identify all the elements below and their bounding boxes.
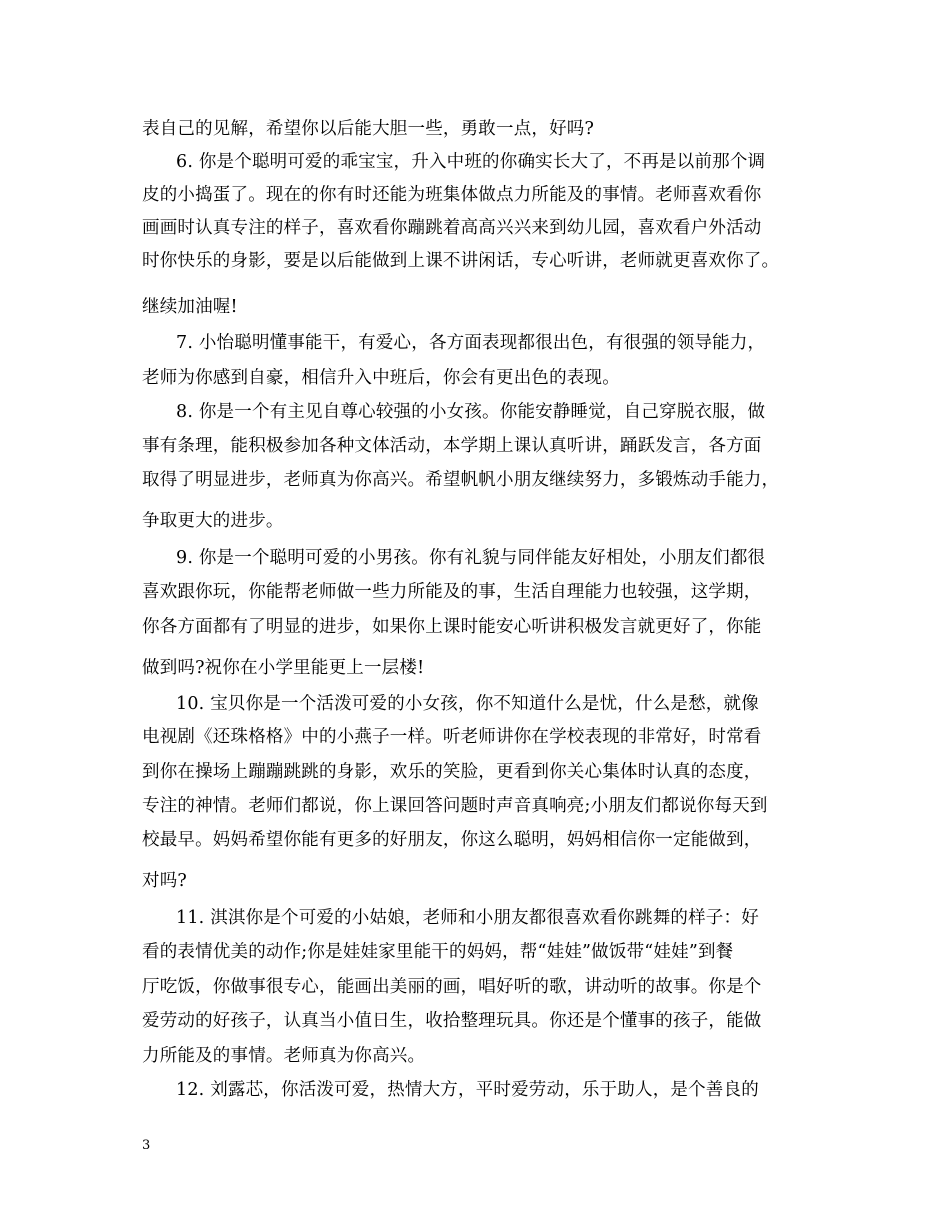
paragraph-12-line: 12. 刘露芯，你活泼可爱，热情大方，平时爱劳动，乐于助人，是个善良的 [176,1080,759,1100]
text-line: 皮的小捣蛋了。现在的你有时还能为班集体做点力所能及的事情。老师喜欢看你 [142,185,762,205]
text-line: 事有条理，能积极参加各种文体活动，本学期上课认真听讲，踊跃发言，各方面 [142,436,762,456]
text-line: 争取更大的进步。 [142,511,284,531]
paragraph-8-line: 8. 你是一个有主见自尊心较强的小女孩。你能安静睡觉，自己穿脱衣服，做 [176,402,766,422]
text-line: 画画时认真专注的样子，喜欢看你蹦跳着高高兴兴来到幼儿园，喜欢看户外活动 [142,218,762,238]
text-line: 电视剧《还珠格格》中的小燕子一样。听老师讲你在学校表现的非常好，时常看 [142,727,762,747]
text-line: 你各方面都有了明显的进步，如果你上课时能安心听讲积极发言就更好了，你能 [142,617,762,637]
paragraph-7-line: 7. 小怡聪明懂事能干，有爱心，各方面表现都很出色，有很强的领导能力， [176,333,766,353]
text-line: 老师为你感到自豪，相信升入中班后，你会有更出色的表现。 [142,368,620,388]
paragraph-10-line: 10. 宝贝你是一个活泼可爱的小女孩，你不知道什么是忧，什么是愁，就像 [176,694,759,714]
text-line: 对吗? [142,871,187,891]
text-line: 时你快乐的身影，要是以后能做到上课不讲闲话，专心听讲，老师就更喜欢你了。 [142,251,780,271]
text-line: 校最早。妈妈希望你能有更多的好朋友，你这么聪明，妈妈相信你一定能做到， [142,830,762,850]
text-line: 力所能及的事情。老师真为你高兴。 [142,1046,426,1066]
text-line: 看的表情优美的动作;你是娃娃家里能干的妈妈，帮“娃娃”做饭带“娃娃”到餐 [142,942,734,962]
text-line: 到你在操场上蹦蹦跳跳的身影，欢乐的笑脸，更看到你关心集体时认真的态度， [142,762,762,782]
paragraph-6-line: 6. 你是个聪明可爱的乖宝宝，升入中班的你确实长大了，不再是以前那个调 [176,152,766,172]
paragraph-9-line: 9. 你是一个聪明可爱的小男孩。你有礼貌与同伴能友好相处，小朋友们都很 [176,548,766,568]
text-line: 表自己的见解，希望你以后能大胆一些，勇敢一点，好吗? [142,119,595,139]
page-number: 3 [142,1138,151,1153]
paragraph-11-line: 11. 淇淇你是个可爱的小姑娘，老师和小朋友都很喜欢看你跳舞的样子：好 [176,908,759,928]
text-line: 取得了明显进步，老师真为你高兴。希望帆帆小朋友继续努力，多锻炼动手能力， [142,470,780,490]
text-line: 专注的神情。老师们都说，你上课回答问题时声音真响亮;小朋友们都说你每天到 [142,796,768,816]
text-line: 喜欢跟你玩，你能帮老师做一些力所能及的事，生活自理能力也较强，这学期， [142,582,762,602]
text-line: 继续加油喔! [142,297,238,317]
text-line: 爱劳动的好孩子，认真当小值日生，收拾整理玩具。你还是个懂事的孩子，能做 [142,1011,762,1031]
text-line: 做到吗?祝你在小学里能更上一层楼! [142,658,425,678]
text-line: 厅吃饭，你做事很专心，能画出美丽的画，唱好听的歌，讲动听的故事。你是个 [142,977,762,997]
